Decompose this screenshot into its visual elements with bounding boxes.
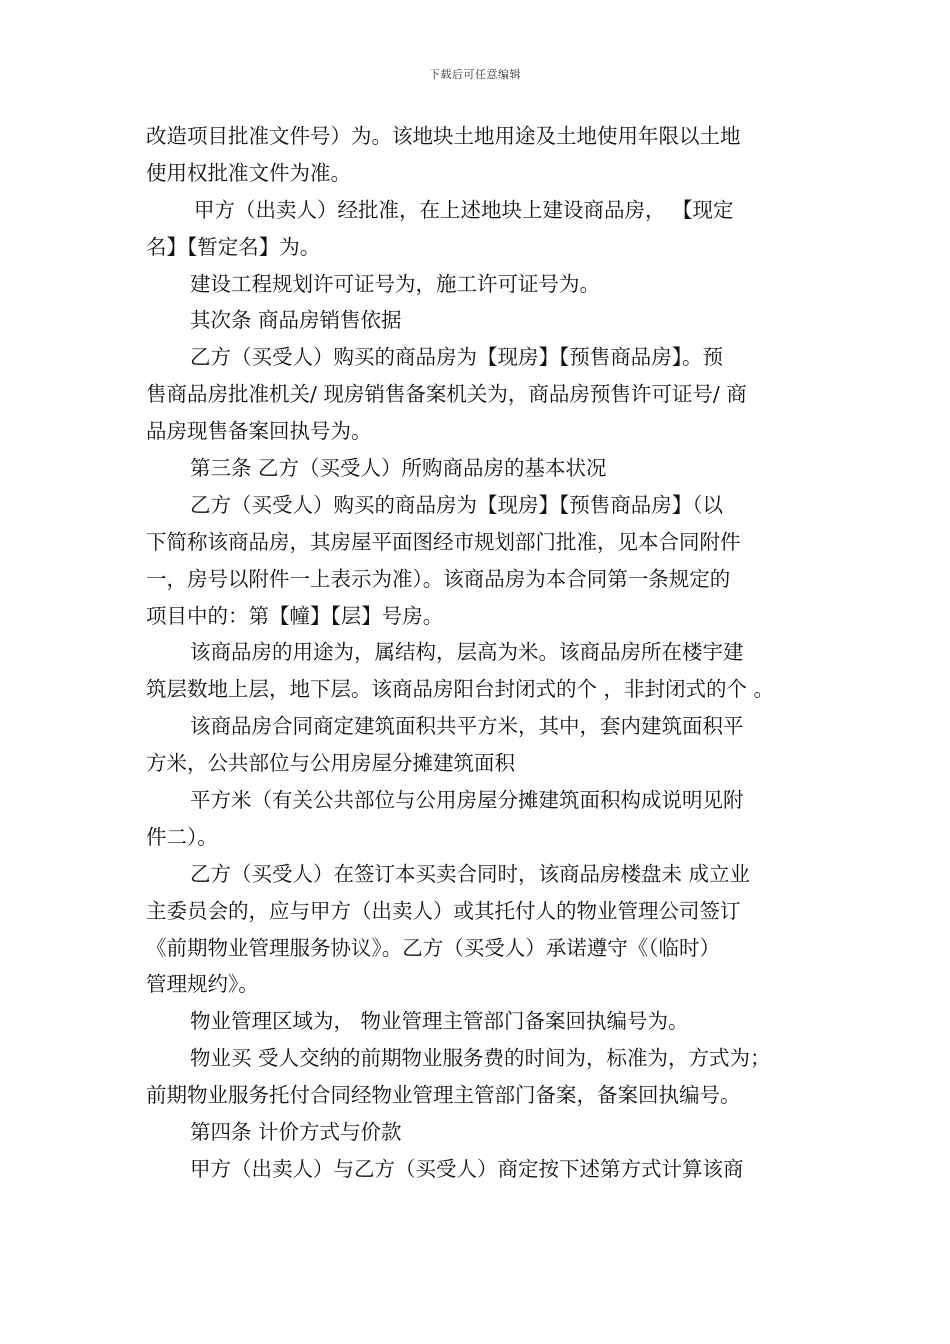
document-line: 改造项目批准文件号）为。该地块土地用途及土地使用年限以土地	[146, 124, 741, 148]
page-header-note: 下载后可任意编辑	[429, 68, 521, 81]
document-line: 建设工程规划许可证号为，施工许可证号为。	[190, 271, 600, 296]
document-line: 筑层数地上层，地下层。该商品房阳台封闭式的个 ，非封闭式的个 。	[146, 677, 775, 702]
document-line: 管理规约》。	[146, 972, 259, 997]
document-line: 其次条 商品房销售依据	[190, 308, 402, 333]
document-line: 品房现售备案回执号为。	[146, 419, 372, 444]
document-line: 平方米（有关公共部位与公用房屋分摊建筑面积构成说明见附	[190, 788, 744, 813]
document-line: 甲方（出卖人）经批准，在上述地块上建设商品房， 【现定	[194, 197, 734, 222]
document-line: 使用权批准文件为准。	[146, 160, 351, 185]
document-line: 下简称该商品房，其房屋平面图经市规划部门批准，见本合同附件	[146, 529, 741, 554]
document-line: 物业买 受人交纳的前期物业服务费的时间为，标准为，方式为；	[190, 1046, 771, 1071]
document-line: 方米，公共部位与公用房屋分摊建筑面积	[146, 751, 515, 776]
document-line: 物业管理区域为， 物业管理主管部门备案回执编号为。	[190, 1009, 689, 1034]
document-line: 该商品房合同商定建筑面积共平方米，其中，套内建筑面积平	[190, 714, 744, 739]
document-line: 项目中的：第【幢】【层】号房。	[146, 603, 444, 628]
document-line: 甲方（出卖人）与乙方（买受人）商定按下述第方式计算该商	[190, 1156, 744, 1181]
document-line: 一，房号以附件一上表示为准）。该商品房为本合同第一条规定的	[146, 566, 731, 591]
document-line: 第三条 乙方（买受人）所购商品房的基本状况	[190, 456, 607, 481]
document-body	[146, 118, 806, 1188]
document-line: 该商品房的用途为，属结构，层高为米。该商品房所在楼宇建	[190, 640, 744, 665]
document-line: 主委员会的，应与甲方（出卖人）或其托付人的物业管理公司签订	[146, 898, 741, 923]
document-line: 名】【暂定名】为。	[146, 234, 321, 259]
document-line: 售商品房批准机关/ 现房销售备案机关为，商品房预售许可证号/ 商	[146, 382, 747, 407]
document-line: 乙方（买受人）购买的商品房为【现房】【预售商品房】（以	[190, 492, 723, 517]
document-line: 第四条 计价方式与价款	[190, 1120, 402, 1145]
document-line: 《前期物业管理服务协议》。乙方（买受人）承诺遵守《（临时）	[146, 935, 720, 960]
document-line: 件二）。	[146, 824, 218, 849]
document-line: 前期物业服务托付合同经物业管理主管部门备案，备案回执编号。	[146, 1083, 741, 1108]
document-line: 乙方（买受人）在签订本买卖合同时，该商品房楼盘未 成立业	[190, 861, 751, 886]
document-line: 乙方（买受人）购买的商品房为【现房】【预售商品房】。预	[190, 345, 723, 370]
